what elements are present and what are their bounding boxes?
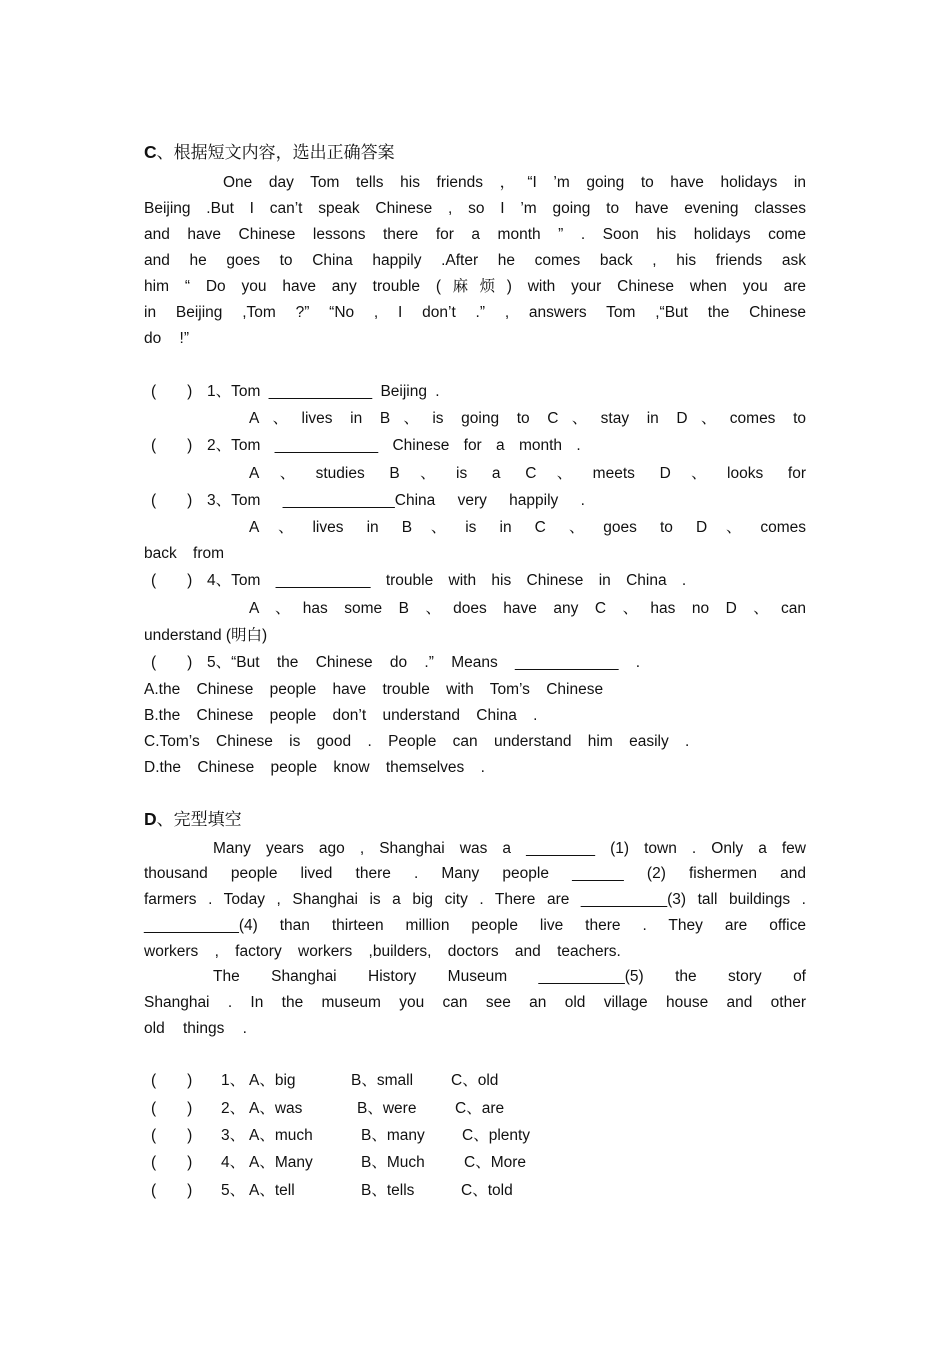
- passage-line: Many years ago , Shanghai was a ________ (1) town . Only a few: [213, 840, 806, 857]
- question-row: [144, 490, 806, 512]
- passage-line: ___________(4) than thirteen million people live there . They are office: [144, 917, 806, 934]
- cloze-question-row: [151, 1152, 551, 1174]
- question-text: 4、Tom ___________ trouble with his Chinese in China .: [207, 572, 687, 589]
- section-d-heading: [144, 808, 806, 830]
- answer-bracket[interactable]: ( ): [151, 1100, 193, 1117]
- answer-bracket[interactable]: ( ): [151, 654, 193, 671]
- answer-bracket[interactable]: ( ): [151, 1154, 193, 1171]
- passage-line: do !”: [144, 330, 190, 347]
- question-row: [144, 652, 806, 674]
- question-text: 3、Tom _____________China very happily .: [207, 492, 585, 509]
- section-d-title: 、完型填空: [156, 810, 242, 830]
- option-c: C、are: [455, 1100, 505, 1117]
- question-text: 5、“But the Chinese do .” Means ____________ .: [207, 654, 641, 671]
- question-options-continued: understand (明白): [144, 627, 268, 644]
- question-options-continued: back from: [144, 545, 225, 562]
- question-number: 1、: [221, 1072, 246, 1089]
- question-number: 3、: [221, 1127, 246, 1144]
- section-c-heading: [144, 141, 806, 163]
- option-c: C、More: [464, 1154, 527, 1171]
- question-text: 1、Tom ____________ Beijing .: [207, 383, 440, 400]
- option-b: B、tells: [361, 1182, 415, 1199]
- passage-line: Shanghai . In the museum you can see an old village house and other: [144, 994, 806, 1011]
- passage-line: One day Tom tells his friends ，“I ’m going to have holidays in: [223, 174, 806, 191]
- option-a: A、Many: [249, 1154, 313, 1171]
- cloze-question-row: [151, 1125, 551, 1147]
- answer-bracket[interactable]: ( ): [151, 383, 193, 400]
- question-number: 2、: [221, 1100, 246, 1117]
- passage-line: and have Chinese lessons there for a month ” . Soon his holidays come: [144, 226, 806, 243]
- question-options: A、lives in B、is in C 、goes to D、comes: [249, 519, 806, 536]
- passage-line: him “ Do you have any trouble (麻烦) with your Chinese when you are: [144, 278, 806, 295]
- option-a: A、big: [249, 1072, 296, 1089]
- option-c: C、told: [461, 1182, 513, 1199]
- question-options: A 、has some B 、does have any C 、has no D 、can: [249, 600, 806, 617]
- option-b: B、Much: [361, 1154, 425, 1171]
- option-a: A、tell: [249, 1182, 295, 1199]
- question-row: [144, 570, 806, 592]
- section-d-letter: D: [144, 809, 157, 829]
- option-a: A、much: [249, 1127, 313, 1144]
- option-b: B、many: [361, 1127, 425, 1144]
- answer-bracket[interactable]: ( ): [151, 1072, 193, 1089]
- question-options: A、studies B、is a C、meets D、looks for: [249, 465, 806, 482]
- passage-line: Beijing .But I can’t speak Chinese , so I ’m going to have evening classes: [144, 200, 806, 217]
- answer-bracket[interactable]: ( ): [151, 572, 193, 589]
- passage-line: farmers . Today , Shanghai is a big city . There are __________(3) tall buildings .: [144, 891, 806, 908]
- cloze-question-row: [151, 1070, 551, 1092]
- passage-line: and he goes to China happily .After he comes back , his friends ask: [144, 252, 806, 269]
- passage-line: in Beijing ,Tom ?” “No , I don’t .” , answers Tom ,“But the Chinese: [144, 304, 806, 321]
- answer-bracket[interactable]: ( ): [151, 492, 193, 509]
- option-a: A、was: [249, 1100, 303, 1117]
- passage-line: The Shanghai History Museum __________(5) the story of: [213, 968, 806, 985]
- cloze-question-row: [151, 1180, 551, 1202]
- question-row: [144, 381, 806, 403]
- question-row: [144, 435, 806, 457]
- section-c-title: 、根据短文内容，选出正确答案: [156, 143, 395, 163]
- q5-option-a: A.the Chinese people have trouble with Tom’s Chinese: [144, 681, 604, 698]
- question-number: 5、: [221, 1182, 246, 1199]
- section-c-letter: C: [144, 142, 157, 162]
- option-b: B、were: [357, 1100, 417, 1117]
- option-c: C、plenty: [462, 1127, 531, 1144]
- q5-option-c: C.Tom’s Chinese is good . People can understand him easily .: [144, 733, 690, 750]
- question-text: 2、Tom ____________ Chinese for a month .: [207, 437, 581, 454]
- option-c: C、old: [451, 1072, 499, 1089]
- cloze-question-row: [151, 1098, 551, 1120]
- answer-bracket[interactable]: ( ): [151, 1182, 193, 1199]
- passage-line: thousand people lived there . Many people ______ (2) fishermen and: [144, 865, 806, 882]
- answer-bracket[interactable]: ( ): [151, 437, 193, 454]
- q5-option-b: B.the Chinese people don’t understand China .: [144, 707, 538, 724]
- option-b: B、small: [351, 1072, 414, 1089]
- passage-line: old things .: [144, 1020, 247, 1037]
- q5-option-d: D.the Chinese people know themselves .: [144, 759, 485, 776]
- answer-bracket[interactable]: ( ): [151, 1127, 193, 1144]
- question-options: A、lives in B、is going to C、stay in D、comes to: [249, 410, 806, 427]
- passage-line: workers , factory workers ,builders, doctors and teachers.: [144, 943, 621, 960]
- question-number: 4、: [221, 1154, 246, 1171]
